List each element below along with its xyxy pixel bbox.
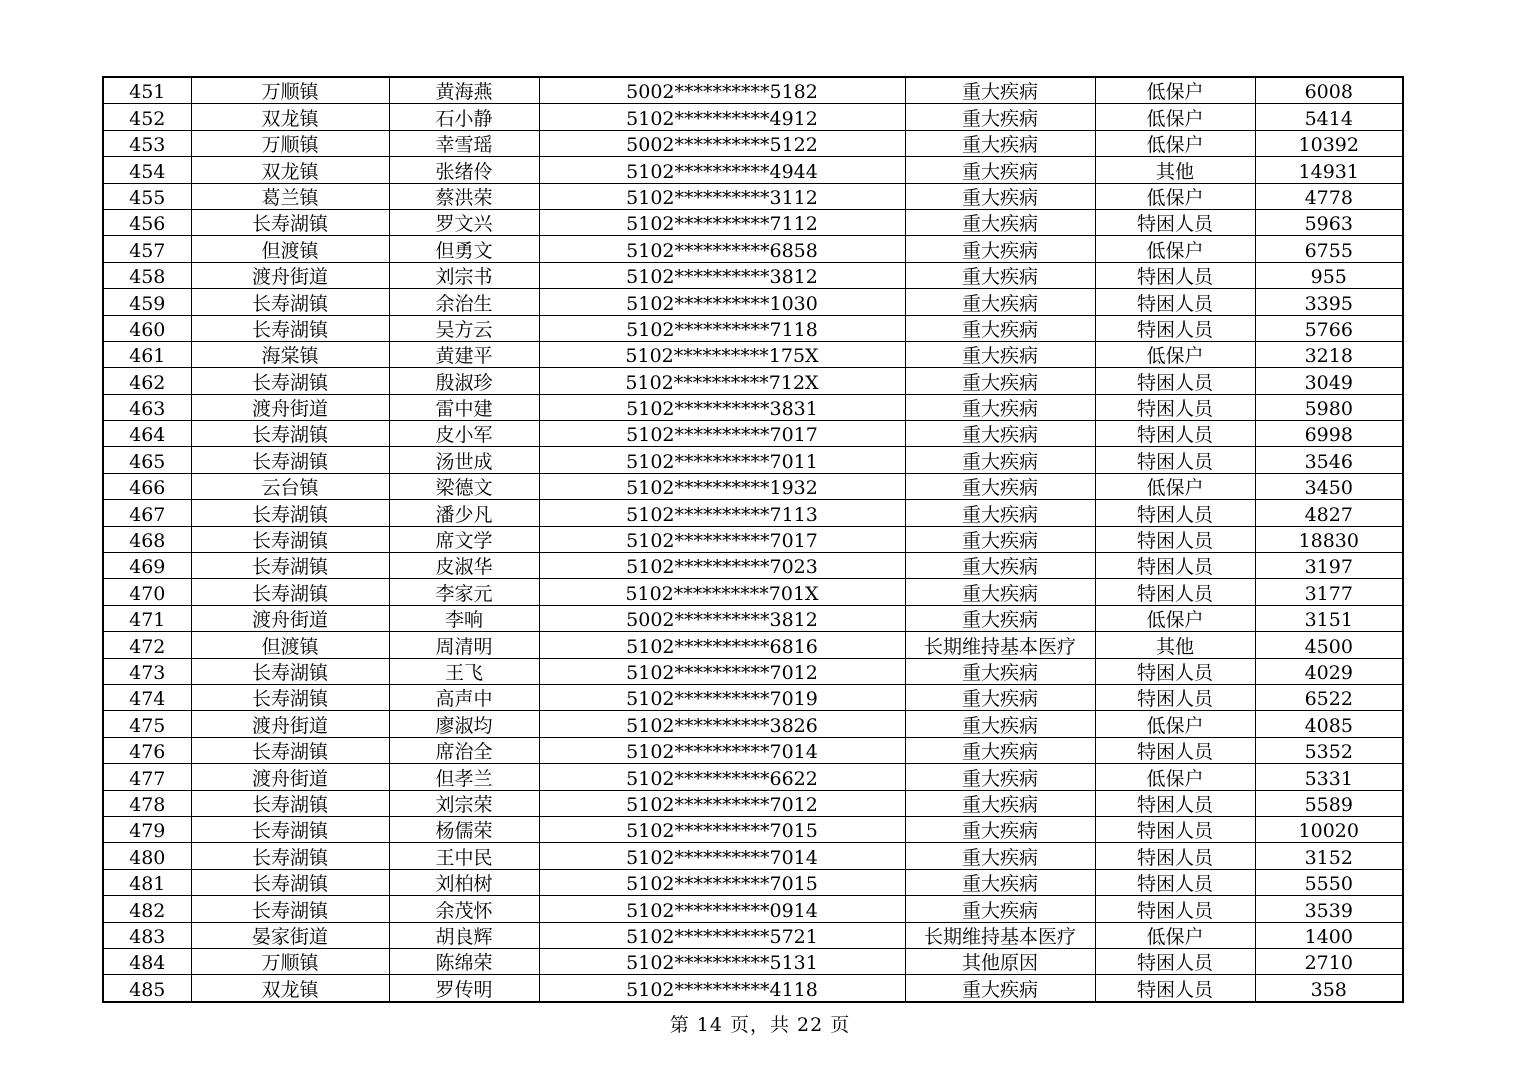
town-cell: 长寿湖镇	[191, 447, 389, 473]
table-row	[103, 764, 1403, 790]
table-body	[103, 77, 1403, 1002]
id-number-cell: 5102**********6858	[539, 236, 905, 262]
table-row	[103, 289, 1403, 315]
id-number-cell: 5102**********7014	[539, 737, 905, 763]
serial-number-cell: 479	[103, 816, 191, 842]
amount-cell: 5963	[1255, 209, 1403, 235]
town-cell: 渡舟街道	[191, 394, 389, 420]
town-cell: 海棠镇	[191, 341, 389, 367]
table-row	[103, 394, 1403, 420]
category-cell: 低保户	[1095, 764, 1255, 790]
table-row	[103, 632, 1403, 658]
town-cell: 渡舟街道	[191, 605, 389, 631]
amount-cell: 18830	[1255, 526, 1403, 552]
serial-number-cell: 465	[103, 447, 191, 473]
category-cell: 低保户	[1095, 236, 1255, 262]
town-cell: 长寿湖镇	[191, 500, 389, 526]
table-row	[103, 605, 1403, 631]
name-cell: 罗文兴	[389, 209, 539, 235]
reason-cell: 重大疾病	[905, 157, 1095, 183]
amount-cell: 3218	[1255, 341, 1403, 367]
serial-number-cell: 474	[103, 684, 191, 710]
town-cell: 长寿湖镇	[191, 658, 389, 684]
name-cell: 杨儒荣	[389, 816, 539, 842]
reason-cell: 重大疾病	[905, 790, 1095, 816]
reason-cell: 重大疾病	[905, 341, 1095, 367]
table-row	[103, 447, 1403, 473]
table-row	[103, 315, 1403, 341]
id-number-cell: 5102**********7012	[539, 790, 905, 816]
table-row	[103, 684, 1403, 710]
name-cell: 潘少凡	[389, 500, 539, 526]
town-cell: 双龙镇	[191, 104, 389, 130]
amount-cell: 2710	[1255, 948, 1403, 974]
category-cell: 特困人员	[1095, 816, 1255, 842]
category-cell: 低保户	[1095, 473, 1255, 499]
name-cell: 刘柏树	[389, 869, 539, 895]
town-cell: 渡舟街道	[191, 764, 389, 790]
name-cell: 刘宗书	[389, 262, 539, 288]
id-number-cell: 5102**********4118	[539, 975, 905, 1002]
id-number-cell: 5102**********1030	[539, 289, 905, 315]
amount-cell: 4085	[1255, 711, 1403, 737]
serial-number-cell: 473	[103, 658, 191, 684]
table-row	[103, 421, 1403, 447]
reason-cell: 重大疾病	[905, 579, 1095, 605]
town-cell: 长寿湖镇	[191, 421, 389, 447]
page-number-text: 第 14 页，共 22 页	[669, 1014, 851, 1036]
town-cell: 双龙镇	[191, 157, 389, 183]
town-cell: 云台镇	[191, 473, 389, 499]
reason-cell: 重大疾病	[905, 896, 1095, 922]
table-row	[103, 896, 1403, 922]
amount-cell: 6755	[1255, 236, 1403, 262]
id-number-cell: 5102**********7019	[539, 684, 905, 710]
amount-cell: 4827	[1255, 500, 1403, 526]
amount-cell: 4500	[1255, 632, 1403, 658]
serial-number-cell: 468	[103, 526, 191, 552]
name-cell: 殷淑珍	[389, 368, 539, 394]
serial-number-cell: 477	[103, 764, 191, 790]
category-cell: 特困人员	[1095, 209, 1255, 235]
data-table	[102, 76, 1404, 1003]
amount-cell: 3049	[1255, 368, 1403, 394]
table-row	[103, 130, 1403, 156]
table-row	[103, 183, 1403, 209]
town-cell: 葛兰镇	[191, 183, 389, 209]
id-number-cell: 5102**********5721	[539, 922, 905, 948]
serial-number-cell: 455	[103, 183, 191, 209]
table-row	[103, 262, 1403, 288]
category-cell: 特困人员	[1095, 553, 1255, 579]
reason-cell: 长期维持基本医疗	[905, 632, 1095, 658]
name-cell: 高声中	[389, 684, 539, 710]
id-number-cell: 5102**********7015	[539, 816, 905, 842]
serial-number-cell: 462	[103, 368, 191, 394]
reason-cell: 重大疾病	[905, 843, 1095, 869]
serial-number-cell: 453	[103, 130, 191, 156]
category-cell: 特困人员	[1095, 421, 1255, 447]
town-cell: 但渡镇	[191, 632, 389, 658]
table-row	[103, 236, 1403, 262]
data-table-container	[102, 76, 1402, 1003]
category-cell: 特困人员	[1095, 658, 1255, 684]
reason-cell: 重大疾病	[905, 605, 1095, 631]
reason-cell: 重大疾病	[905, 816, 1095, 842]
id-number-cell: 5102**********3112	[539, 183, 905, 209]
category-cell: 其他	[1095, 632, 1255, 658]
reason-cell: 其他原因	[905, 948, 1095, 974]
id-number-cell: 5102**********5131	[539, 948, 905, 974]
serial-number-cell: 480	[103, 843, 191, 869]
category-cell: 特困人员	[1095, 526, 1255, 552]
table-row	[103, 104, 1403, 130]
name-cell: 幸雪瑶	[389, 130, 539, 156]
reason-cell: 长期维持基本医疗	[905, 922, 1095, 948]
town-cell: 长寿湖镇	[191, 869, 389, 895]
serial-number-cell: 470	[103, 579, 191, 605]
table-row	[103, 368, 1403, 394]
category-cell: 特困人员	[1095, 579, 1255, 605]
id-number-cell: 5102**********4944	[539, 157, 905, 183]
name-cell: 皮小军	[389, 421, 539, 447]
id-number-cell: 5002**********3812	[539, 605, 905, 631]
category-cell: 特困人员	[1095, 975, 1255, 1002]
town-cell: 长寿湖镇	[191, 526, 389, 552]
reason-cell: 重大疾病	[905, 500, 1095, 526]
amount-cell: 14931	[1255, 157, 1403, 183]
amount-cell: 5550	[1255, 869, 1403, 895]
table-row	[103, 553, 1403, 579]
amount-cell: 3152	[1255, 843, 1403, 869]
serial-number-cell: 484	[103, 948, 191, 974]
amount-cell: 10020	[1255, 816, 1403, 842]
town-cell: 长寿湖镇	[191, 315, 389, 341]
reason-cell: 重大疾病	[905, 77, 1095, 104]
table-row	[103, 77, 1403, 104]
reason-cell: 重大疾病	[905, 447, 1095, 473]
amount-cell: 6008	[1255, 77, 1403, 104]
id-number-cell: 5102**********3812	[539, 262, 905, 288]
table-row	[103, 790, 1403, 816]
amount-cell: 5589	[1255, 790, 1403, 816]
serial-number-cell: 459	[103, 289, 191, 315]
town-cell: 晏家街道	[191, 922, 389, 948]
reason-cell: 重大疾病	[905, 658, 1095, 684]
category-cell: 低保户	[1095, 183, 1255, 209]
serial-number-cell: 472	[103, 632, 191, 658]
name-cell: 周清明	[389, 632, 539, 658]
town-cell: 长寿湖镇	[191, 737, 389, 763]
amount-cell: 5766	[1255, 315, 1403, 341]
amount-cell: 1400	[1255, 922, 1403, 948]
table-row	[103, 843, 1403, 869]
name-cell: 吴方云	[389, 315, 539, 341]
reason-cell: 重大疾病	[905, 394, 1095, 420]
name-cell: 王飞	[389, 658, 539, 684]
town-cell: 长寿湖镇	[191, 684, 389, 710]
amount-cell: 6522	[1255, 684, 1403, 710]
table-row	[103, 922, 1403, 948]
serial-number-cell: 464	[103, 421, 191, 447]
serial-number-cell: 458	[103, 262, 191, 288]
name-cell: 廖淑均	[389, 711, 539, 737]
serial-number-cell: 485	[103, 975, 191, 1002]
category-cell: 低保户	[1095, 922, 1255, 948]
category-cell: 特困人员	[1095, 262, 1255, 288]
amount-cell: 3450	[1255, 473, 1403, 499]
town-cell: 长寿湖镇	[191, 553, 389, 579]
table-row	[103, 658, 1403, 684]
serial-number-cell: 482	[103, 896, 191, 922]
table-row	[103, 341, 1403, 367]
town-cell: 长寿湖镇	[191, 368, 389, 394]
id-number-cell: 5102**********7017	[539, 526, 905, 552]
id-number-cell: 5102**********7014	[539, 843, 905, 869]
amount-cell: 5980	[1255, 394, 1403, 420]
serial-number-cell: 456	[103, 209, 191, 235]
id-number-cell: 5102**********175X	[539, 341, 905, 367]
serial-number-cell: 454	[103, 157, 191, 183]
name-cell: 蔡洪荣	[389, 183, 539, 209]
table-row	[103, 711, 1403, 737]
amount-cell: 6998	[1255, 421, 1403, 447]
amount-cell: 3395	[1255, 289, 1403, 315]
reason-cell: 重大疾病	[905, 737, 1095, 763]
id-number-cell: 5102**********7112	[539, 209, 905, 235]
category-cell: 低保户	[1095, 711, 1255, 737]
table-row	[103, 975, 1403, 1002]
town-cell: 万顺镇	[191, 77, 389, 104]
reason-cell: 重大疾病	[905, 473, 1095, 499]
reason-cell: 重大疾病	[905, 869, 1095, 895]
amount-cell: 3151	[1255, 605, 1403, 631]
table-row	[103, 816, 1403, 842]
reason-cell: 重大疾病	[905, 315, 1095, 341]
name-cell: 石小静	[389, 104, 539, 130]
serial-number-cell: 461	[103, 341, 191, 367]
reason-cell: 重大疾病	[905, 975, 1095, 1002]
category-cell: 特困人员	[1095, 315, 1255, 341]
id-number-cell: 5102**********0914	[539, 896, 905, 922]
reason-cell: 重大疾病	[905, 183, 1095, 209]
table-row	[103, 869, 1403, 895]
category-cell: 特困人员	[1095, 948, 1255, 974]
name-cell: 但孝兰	[389, 764, 539, 790]
category-cell: 特困人员	[1095, 500, 1255, 526]
id-number-cell: 5102**********7011	[539, 447, 905, 473]
serial-number-cell: 451	[103, 77, 191, 104]
town-cell: 长寿湖镇	[191, 579, 389, 605]
name-cell: 但勇文	[389, 236, 539, 262]
name-cell: 李响	[389, 605, 539, 631]
id-number-cell: 5102**********701X	[539, 579, 905, 605]
category-cell: 特困人员	[1095, 289, 1255, 315]
category-cell: 低保户	[1095, 341, 1255, 367]
town-cell: 长寿湖镇	[191, 843, 389, 869]
name-cell: 雷中建	[389, 394, 539, 420]
town-cell: 但渡镇	[191, 236, 389, 262]
name-cell: 刘宗荣	[389, 790, 539, 816]
id-number-cell: 5102**********3826	[539, 711, 905, 737]
id-number-cell: 5102**********4912	[539, 104, 905, 130]
category-cell: 特困人员	[1095, 869, 1255, 895]
reason-cell: 重大疾病	[905, 711, 1095, 737]
table-row	[103, 209, 1403, 235]
town-cell: 万顺镇	[191, 948, 389, 974]
name-cell: 汤世成	[389, 447, 539, 473]
table-row	[103, 526, 1403, 552]
category-cell: 低保户	[1095, 104, 1255, 130]
name-cell: 黄建平	[389, 341, 539, 367]
category-cell: 低保户	[1095, 605, 1255, 631]
id-number-cell: 5002**********5122	[539, 130, 905, 156]
serial-number-cell: 481	[103, 869, 191, 895]
id-number-cell: 5102**********1932	[539, 473, 905, 499]
town-cell: 万顺镇	[191, 130, 389, 156]
serial-number-cell: 475	[103, 711, 191, 737]
serial-number-cell: 483	[103, 922, 191, 948]
serial-number-cell: 467	[103, 500, 191, 526]
table-row	[103, 579, 1403, 605]
category-cell: 低保户	[1095, 77, 1255, 104]
category-cell: 特困人员	[1095, 447, 1255, 473]
table-row	[103, 948, 1403, 974]
serial-number-cell: 457	[103, 236, 191, 262]
town-cell: 长寿湖镇	[191, 209, 389, 235]
table-row	[103, 500, 1403, 526]
town-cell: 渡舟街道	[191, 711, 389, 737]
amount-cell: 5331	[1255, 764, 1403, 790]
category-cell: 特困人员	[1095, 737, 1255, 763]
reason-cell: 重大疾病	[905, 209, 1095, 235]
amount-cell: 5414	[1255, 104, 1403, 130]
serial-number-cell: 460	[103, 315, 191, 341]
category-cell: 特困人员	[1095, 368, 1255, 394]
reason-cell: 重大疾病	[905, 262, 1095, 288]
category-cell: 其他	[1095, 157, 1255, 183]
table-row	[103, 473, 1403, 499]
id-number-cell: 5002**********5182	[539, 77, 905, 104]
amount-cell: 5352	[1255, 737, 1403, 763]
reason-cell: 重大疾病	[905, 368, 1095, 394]
serial-number-cell: 463	[103, 394, 191, 420]
serial-number-cell: 476	[103, 737, 191, 763]
town-cell: 双龙镇	[191, 975, 389, 1002]
category-cell: 特困人员	[1095, 896, 1255, 922]
reason-cell: 重大疾病	[905, 684, 1095, 710]
id-number-cell: 5102**********7017	[539, 421, 905, 447]
id-number-cell: 5102**********6622	[539, 764, 905, 790]
category-cell: 特困人员	[1095, 394, 1255, 420]
id-number-cell: 5102**********7113	[539, 500, 905, 526]
serial-number-cell: 478	[103, 790, 191, 816]
name-cell: 余茂怀	[389, 896, 539, 922]
amount-cell: 3177	[1255, 579, 1403, 605]
category-cell: 特困人员	[1095, 790, 1255, 816]
table-row	[103, 157, 1403, 183]
reason-cell: 重大疾病	[905, 130, 1095, 156]
amount-cell: 358	[1255, 975, 1403, 1002]
amount-cell: 4029	[1255, 658, 1403, 684]
reason-cell: 重大疾病	[905, 289, 1095, 315]
serial-number-cell: 469	[103, 553, 191, 579]
name-cell: 梁德文	[389, 473, 539, 499]
page-footer	[0, 1010, 1520, 1037]
name-cell: 胡良辉	[389, 922, 539, 948]
category-cell: 特困人员	[1095, 843, 1255, 869]
amount-cell: 4778	[1255, 183, 1403, 209]
name-cell: 张绪伶	[389, 157, 539, 183]
town-cell: 长寿湖镇	[191, 289, 389, 315]
name-cell: 席治全	[389, 737, 539, 763]
amount-cell: 3539	[1255, 896, 1403, 922]
amount-cell: 3546	[1255, 447, 1403, 473]
reason-cell: 重大疾病	[905, 526, 1095, 552]
id-number-cell: 5102**********7012	[539, 658, 905, 684]
serial-number-cell: 471	[103, 605, 191, 631]
id-number-cell: 5102**********712X	[539, 368, 905, 394]
amount-cell: 955	[1255, 262, 1403, 288]
name-cell: 皮淑华	[389, 553, 539, 579]
category-cell: 特困人员	[1095, 684, 1255, 710]
name-cell: 黄海燕	[389, 77, 539, 104]
reason-cell: 重大疾病	[905, 553, 1095, 579]
serial-number-cell: 466	[103, 473, 191, 499]
reason-cell: 重大疾病	[905, 104, 1095, 130]
name-cell: 席文学	[389, 526, 539, 552]
name-cell: 余治生	[389, 289, 539, 315]
town-cell: 渡舟街道	[191, 262, 389, 288]
id-number-cell: 5102**********7118	[539, 315, 905, 341]
amount-cell: 3197	[1255, 553, 1403, 579]
id-number-cell: 5102**********3831	[539, 394, 905, 420]
town-cell: 长寿湖镇	[191, 896, 389, 922]
reason-cell: 重大疾病	[905, 236, 1095, 262]
reason-cell: 重大疾病	[905, 421, 1095, 447]
town-cell: 长寿湖镇	[191, 790, 389, 816]
town-cell: 长寿湖镇	[191, 816, 389, 842]
serial-number-cell: 452	[103, 104, 191, 130]
category-cell: 低保户	[1095, 130, 1255, 156]
id-number-cell: 5102**********6816	[539, 632, 905, 658]
table-row	[103, 737, 1403, 763]
name-cell: 王中民	[389, 843, 539, 869]
amount-cell: 10392	[1255, 130, 1403, 156]
id-number-cell: 5102**********7023	[539, 553, 905, 579]
name-cell: 李家元	[389, 579, 539, 605]
name-cell: 陈绵荣	[389, 948, 539, 974]
name-cell: 罗传明	[389, 975, 539, 1002]
id-number-cell: 5102**********7015	[539, 869, 905, 895]
reason-cell: 重大疾病	[905, 764, 1095, 790]
